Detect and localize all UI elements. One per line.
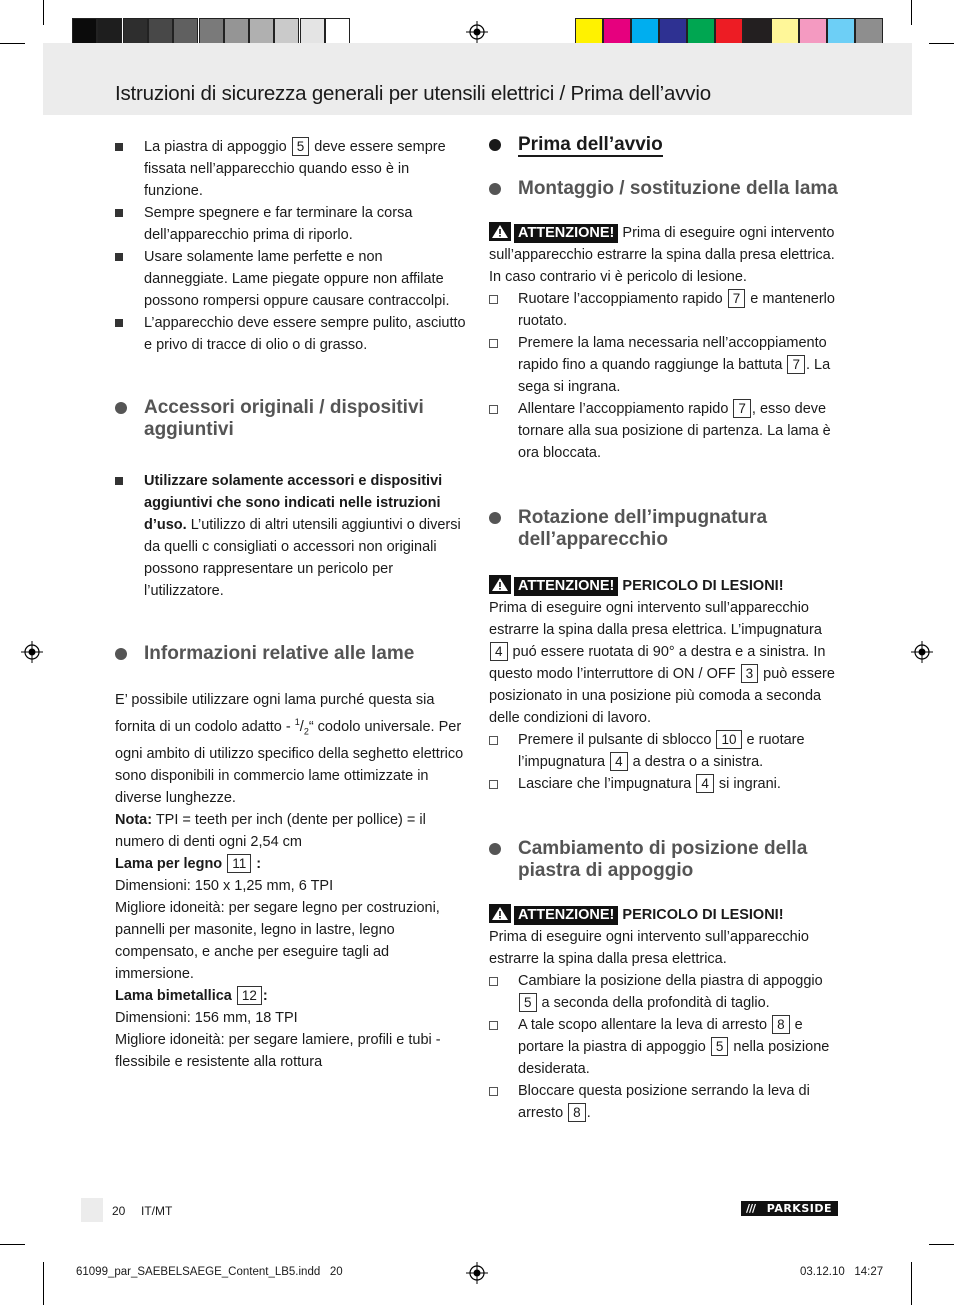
lama-legno-dim: Dimensioni: 150 x 1,25 mm, 6 TPI — [115, 877, 334, 894]
left-column — [115, 136, 467, 1073]
list-item: Bloccare questa posizione serrando la leva di arresto 8 . — [489, 1080, 841, 1124]
lama-bimet-use: Migliore idoneità: per segare lamiere, profili e tubi - flessibile e resistente alla rottura — [115, 1031, 441, 1070]
color-swatch — [631, 18, 659, 45]
color-swatch — [603, 18, 631, 45]
list-item: Cambiare la posizione della piastra di appoggio 5 a seconda della profondità di taglio. — [489, 970, 841, 1014]
grey-swatch — [249, 18, 274, 45]
list-item: Premere la lama necessaria nell’accoppiamento rapido fino a quando raggiunge la battuta 7 . La sega si ingrana. — [489, 332, 841, 398]
list-item: Usare solamente lame perfette e non danneggiate. Lame piegate oppure non affilate possono rompersi oppure causare contraccolpi. — [115, 246, 467, 312]
warning-triangle-icon — [489, 904, 511, 923]
color-swatch — [659, 18, 687, 45]
heading-prima-avvio: Prima dell’avvio — [489, 134, 841, 156]
lama-legno-label: Lama per legno 11 : — [115, 855, 262, 872]
grey-swatch — [300, 18, 325, 45]
lama-legno-use: Migliore idoneità: per segare legno per costruzioni, pannelli per masonite, legno in lastre, legno compensato, e anche per eseguire tagli ad immersione. — [115, 899, 440, 982]
nota: Nota: TPI = teeth per inch (dente per pollice) = il numero di denti ogni 2,54 cm — [115, 811, 426, 850]
list-item: Utilizzare solamente accessori e dispositivi aggiuntivi che sono indicati nelle istruzioni d’uso. L’utilizzo di altri utensili aggiuntivi o diversi da quelli c consigliati o accessori non originali possono rappresentare un pericolo per l’utilizzatore. — [115, 470, 467, 602]
page-number: 20 — [112, 1204, 126, 1218]
lame-paragraph: E’ possibile utilizzare ogni lama purché questa sia fornita di un codolo adatto - $^1/_2“$ codolo universale. Per ogni ambito di utilizzo specifico della seghetto elettrico sono disponibili in commercio lame ottimizzate in diverse lunghezze. — [115, 692, 464, 806]
heading-rotazione: Rotazione dell’impugnatura dell’apparecchio — [489, 507, 841, 551]
list-item: A tale scopo allentare la leva di arresto 8 e portare la piastra di appoggio 5 nella posizione desiderata. — [489, 1014, 841, 1080]
montaggio-warning: ATTENZIONE! Prima di eseguire ogni intervento sull’apparecchio estrarre la spina dalla presa elettrica. In caso contrario vi è pericolo di lesione. — [489, 222, 841, 288]
color-swatch — [575, 18, 603, 45]
color-swatch — [715, 18, 743, 45]
lama-bimet-dim: Dimensioni: 156 mm, 18 TPI — [115, 1009, 298, 1026]
piastra-paragraph: Prima di eseguire ogni intervento sull’apparecchio estrarre la spina dalla presa elettrica. — [489, 929, 809, 967]
heading-piastra: Cambiamento di posizione della piastra di appoggio — [489, 838, 841, 882]
language-code: IT/MT — [141, 1204, 173, 1218]
list-item: Lasciare che l’impugnatura 4 si ingrani. — [489, 773, 841, 795]
registration-mark-bottom-icon — [466, 1262, 488, 1284]
grey-swatch — [199, 18, 224, 45]
color-swatch — [771, 18, 799, 45]
list-item: Premere il pulsante di sblocco 10 e ruotare l’impugnatura 4 a destra o a sinistra. — [489, 729, 841, 773]
list-item: La piastra di appoggio 5 deve essere sempre fissata nell’apparecchio quando esso è in funzione. — [115, 136, 467, 202]
right-column — [489, 134, 841, 1124]
grey-swatch — [72, 18, 97, 45]
rotazione-warning: ATTENZIONE! PERICOLO DI LESIONI! — [489, 575, 841, 597]
color-swatch — [827, 18, 855, 45]
grey-swatch — [173, 18, 198, 45]
warning-triangle-icon — [489, 222, 511, 241]
color-swatch — [799, 18, 827, 45]
warning-triangle-icon — [489, 575, 511, 594]
piastra-warning: ATTENZIONE! PERICOLO DI LESIONI! — [489, 904, 841, 926]
grey-swatch — [123, 18, 148, 45]
registration-mark-left-icon — [21, 641, 43, 663]
lama-bimet-label: Lama bimetallica 12 : — [115, 987, 268, 1004]
page-number-box — [81, 1198, 103, 1222]
page-title: Istruzioni di sicurezza generali per utensili elettrici / Prima dell’avvio — [115, 82, 711, 105]
color-swatch — [855, 18, 883, 45]
grey-swatch — [224, 18, 249, 45]
list-item: Sempre spegnere e far terminare la corsa dell’apparecchio prima di riporlo. — [115, 202, 467, 246]
grey-swatch — [274, 18, 299, 45]
heading-montaggio: Montaggio / sostituzione della lama — [489, 178, 841, 200]
grey-swatch — [97, 18, 122, 45]
print-date: 03.12.10 14:27 — [800, 1266, 884, 1278]
color-swatch — [687, 18, 715, 45]
color-swatch — [743, 18, 771, 45]
grey-swatch — [325, 18, 350, 45]
rotazione-paragraph: Prima di eseguire ogni intervento sull’apparecchio estrarre la spina dalla presa elettrica. L’impugnatura 4 puó essere ruotata di 90° a destra e a sinistra. In questo modo l’interruttore di ON / OFF 3 può essere posizionato in una posizione più comoda a seconda delle condizioni di lavoro. — [489, 600, 835, 726]
heading-lame: Informazioni relative alle lame — [115, 643, 467, 665]
registration-mark-top-icon — [466, 21, 488, 43]
grey-swatch — [148, 18, 173, 45]
file-name: 61099_par_SAEBELSAEGE_Content_LB5.indd 20 — [76, 1266, 343, 1278]
list-item: Ruotare l’accoppiamento rapido 7 e mantenerlo ruotato. — [489, 288, 841, 332]
list-item: Allentare l’accoppiamento rapido 7 , esso deve tornare alla sua posizione di partenza. La lama è ora bloccata. — [489, 398, 841, 464]
brand-logo: /// PARKSIDE — [741, 1201, 838, 1216]
registration-mark-right-icon — [911, 641, 933, 663]
heading-accessori: Accessori originali / dispositivi aggiuntivi — [115, 397, 467, 441]
list-item: L’apparecchio deve essere sempre pulito, asciutto e privo di tracce di olio o di grasso. — [115, 312, 467, 356]
